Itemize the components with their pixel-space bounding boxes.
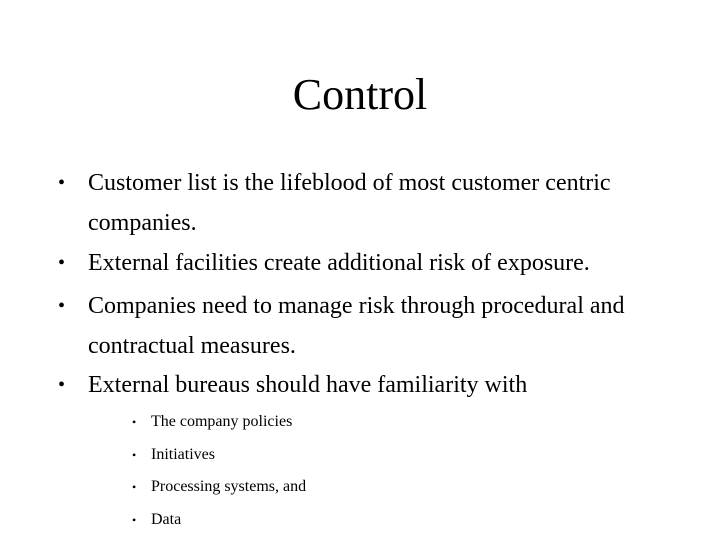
sub-bullet-dot-icon: • [132,480,137,494]
bullet-dot-icon: • [58,295,66,317]
bullet-dot-icon: • [58,172,66,194]
bullet-dot-icon: • [58,374,66,396]
slide-title: Control [292,70,428,119]
bullet-text: Companies need to manage risk through procedural and contractual measures. [88,293,625,359]
sub-bullet-item [132,476,652,498]
bullet-text: Customer list is the lifeblood of most customer centric companies. [88,170,611,236]
sub-bullet-dot-icon: • [132,415,137,429]
sub-bullet-text: Processing systems, and [151,478,307,495]
sub-bullet-text: Initiatives [151,446,215,463]
bullet-text: External bureaus should have familiarity with [88,372,528,398]
bullet-item [58,286,658,366]
bullet-item [58,163,658,243]
bullet-item [58,243,658,283]
bullet-dot-icon: • [58,252,66,274]
sub-bullet-item [132,509,652,531]
sub-bullet-item [132,444,652,466]
sub-bullet-text: Data [151,511,182,528]
sub-bullet-dot-icon: • [132,448,137,462]
sub-bullet-item [132,411,652,433]
sub-bullet-dot-icon: • [132,513,137,527]
sub-bullet-text: The company policies [151,413,293,430]
bullet-item [58,365,658,405]
bullet-text: External facilities create additional risk of exposure. [88,250,590,276]
